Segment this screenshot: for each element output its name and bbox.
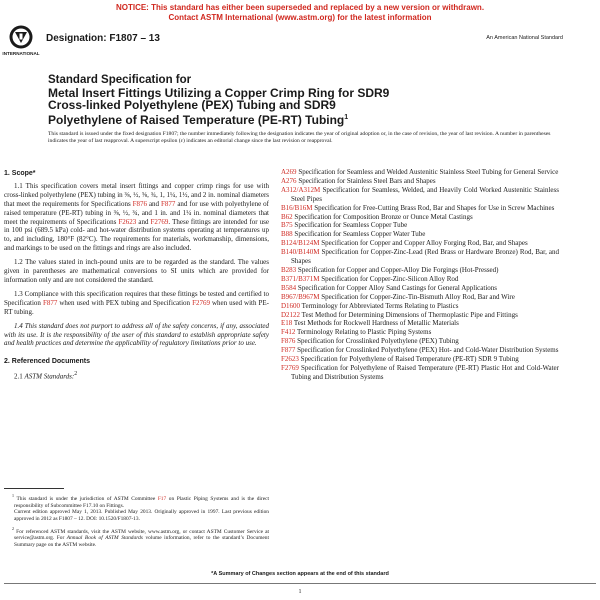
notice-line-1: NOTICE: This standard has either been superseded and replaced by a new version or withdrawn. [115,3,485,12]
reference-item [281,293,559,302]
reference-item [281,319,559,328]
reference-item [281,346,559,355]
reference-item [281,311,559,320]
reference-title: Specification for Seamless, Welded, and Heavily Cold Worked Austenitic Stainless Steel Pipes [291,185,559,203]
page-number: 1 [298,589,302,595]
reference-code-link[interactable]: B16/B16M [281,203,313,212]
reference-item [281,302,559,311]
reference-title: Specification for Seamless Copper Tube [292,221,408,230]
ref-link-f877[interactable]: F877 [42,298,58,307]
reference-item [281,168,559,177]
logo-text: INTERNATIONAL [2,51,40,56]
footnote-1: $^1$ This standard is under the jurisdiction of ASTM Committee F17 on Plastic Piping Systems and is the direct responsibility of Subcommittee F17.10 on Fittings. Current edition approved May 1, 2013. Published May 2013. Originally approved in 1997. Last previous edition approved in 2012 as F1807 – 12. DOI: 10.1520/F1807-13. [12,493,269,522]
ref-link-f876[interactable]: F876 [132,199,148,208]
reference-code-link[interactable]: B88 [281,230,293,239]
reference-title: Specification for Copper and Copper-Alloy Die Forgings (Hot-Pressed) [296,265,499,274]
reference-code-link[interactable]: B62 [281,212,293,221]
reference-title: Specification for Polyethylene of Raised Temperature (PE-RT) Plastic Hot and Cold-Water Tubing and Distribution Systems [291,363,559,381]
reference-item [281,355,559,364]
notice-banner [0,3,600,22]
reference-title: Specification for Copper Alloy Sand Castings for General Applications [296,283,497,292]
reference-code-link[interactable]: B140/B140M [281,248,320,257]
reference-code-link[interactable]: B124/B124M [281,239,320,248]
astm-logo-icon [2,24,40,58]
reference-title: Specification for Polyethylene of Raised Temperature (PE-RT) SDR 9 Tubing [298,355,519,364]
scope-heading: 1. Scope* [4,170,36,177]
notice-line-2: Contact ASTM International (www.astm.org) for the latest information [168,12,432,22]
reference-code-link[interactable]: F2623 [281,355,299,364]
reference-code-link[interactable]: E18 [281,319,293,328]
title-line-1: Standard Specification for [48,74,192,86]
reference-title: Specification for Copper-Zinc-Silicon Alloy Rod [319,274,459,283]
reference-item [281,364,559,382]
references-list [281,168,559,382]
title-line-4: Polyethylene of Raised Temperature (PE-RT) Tubing$^1$ [48,112,349,127]
reference-item [281,266,559,275]
document-title [48,74,528,126]
reference-item [281,221,559,230]
referenced-documents-heading: 2. Referenced Documents [4,358,90,366]
ref-link-f17[interactable]: F17 [157,495,167,502]
title-footnote-mark: 1 [344,113,349,121]
reference-code-link[interactable]: F877 [281,346,296,355]
footnotes [4,488,269,552]
reference-code-link[interactable]: A276 [281,176,297,185]
reference-title: Specification for Crosslinked Polyethylene (PEX) Tubing [295,337,459,346]
reference-item [281,239,559,248]
reference-item [281,213,559,222]
reference-code-link[interactable]: B283 [281,265,297,274]
footer-divider [4,583,596,584]
left-column [4,170,269,381]
reference-item [281,248,559,266]
reference-item [281,177,559,186]
reference-code-link[interactable]: B967/B967M [281,292,320,301]
reference-title: Specification for Composition Bronze or Ounce Metal Castings [292,212,473,221]
reference-title: Terminology for Abbreviated Terms Relating to Plastics [300,301,459,310]
astm-standards-subheading: 2.1 ASTM Standards:$^2$ [14,371,78,381]
title-line-2: Metal Insert Fittings Utilizing a Copper Crimp Ring for SDR9 [48,85,390,100]
reference-title: Specification for Seamless and Welded Austenitic Stainless Steel Tubing for General Service [296,168,559,176]
reference-item [281,275,559,284]
reference-code-link[interactable]: B75 [281,221,293,230]
ref-link-f2769[interactable]: F2769 [150,217,169,226]
reference-item [281,230,559,239]
reference-code-link[interactable]: A312/A312M [281,185,321,194]
reference-title: Specification for Stainless Steel Bars and Shapes [296,176,436,185]
reference-title: Specification for Copper-Zinc-Lead (Red Brass or Hardware Bronze) Rod, Bar, and Shapes [291,248,559,266]
reference-code-link[interactable]: B371/B371M [281,274,320,283]
ref-link-f2623[interactable]: F2623 [118,217,137,226]
reference-item [281,328,559,337]
ref-link-f877[interactable]: F877 [160,199,176,208]
reference-code-link[interactable]: A269 [281,168,297,176]
reference-code-link[interactable]: F876 [281,337,296,346]
footnote-2: $^2$ For referenced ASTM standards, visit the ASTM website, www.astm.org, or contact ASTM Customer Service at service@astm.org. For Annual Book of ASTM Standards volume information, refer to the standard’s Document Summary page on the ASTM website. [12,525,269,548]
reference-code-link[interactable]: D2122 [281,310,301,319]
scope-paragraph-1-1: 1.1 This specification covers metal insert fittings and copper crimp rings for use with cross-linked polyethylene (PEX) tubing in ⅜, ½, ⅝, ¾, 1, 1¼, 1½, and 2 in. nominal diameters that meet the requirements for Specifications F876 and F877 and for use with polyethylene of raised temperature (PE-RT) tubing in ⅜, ½, ¾, and 1 in. and 1¼ in. nominal diameters that meet the requirements of Specifications F2623 and F2769. These fittings are intended for use in 100 psi (689.5 kPa) cold- and hot-water distribution systems operating at temperatures up to, and including, 180°F (82°C). The requirements for materials, workmanship, dimensions, and markings to be used on the fittings and rings are also included. [4,181,270,253]
reference-code-link[interactable]: F2769 [281,363,299,372]
reference-item [281,284,559,293]
reference-title: Specification for Seamless Copper Water Tube [292,230,426,239]
reference-code-link[interactable]: B584 [281,283,297,292]
reference-title: Specification for Copper-Zinc-Tin-Bismuth Alloy Rod, Bar and Wire [319,292,515,301]
reference-title: Test Methods for Rockwell Hardness of Metallic Materials [292,319,459,328]
summary-of-changes-note: *A Summary of Changes section appears at the end of this standard [211,571,389,577]
scope-paragraph-1-3: 1.3 Compliance with this specification requires that these fittings be tested and certified to Specification F877 when used with PEX tubing and Specification F2769 when used with PE-RT tubing. [4,289,269,316]
standard-issuance-note: This standard is issued under the fixed designation F1807; the number immediately following the designation indicates the year of original adoption or, in the case of revision, the year of last revision. A number in parentheses indicates the year of last reapproval. A superscript epsilon (ε) indicates an editorial change since the last revision or reapproval. [48,131,551,144]
reference-item [281,204,559,213]
reference-title: Specification for Free-Cutting Brass Rod, Bar and Shapes for Use in Screw Machines [312,203,555,212]
reference-item [281,186,559,204]
reference-code-link[interactable]: D1600 [281,301,301,310]
american-national-standard-label: An American National Standard [486,35,563,41]
ref-link-f2769[interactable]: F2769 [192,298,210,307]
reference-title: Specification for Crosslinked Polyethylene (PEX) Hot- and Cold-Water Distribution Systems [295,346,559,355]
designation: Designation: F1807 – 13 [46,33,160,44]
reference-title: Terminology Relating to Plastic Piping Systems [295,328,432,337]
title-line-3: Cross-linked Polyethylene (PEX) Tubing and SDR9 [48,98,336,112]
scope-paragraph-1-2: 1.2 The values stated in inch-pound units are to be regarded as the standard. The values given in parentheses are mathematical conversions to SI units which are provided for information only and are not considered the standard. [4,258,269,284]
scope-paragraph-1-4: 1.4 This standard does not purport to address all of the safety concerns, if any, associated with its use. It is the responsibility of the user of this standard to establish appropriate safety and health practices and determine the applicability of regulatory limitations prior to use. [4,321,269,348]
reference-code-link[interactable]: F412 [281,328,296,337]
reference-title: Test Method for Determining Dimensions of Thermoplastic Pipe and Fittings [300,310,518,319]
reference-item [281,337,559,346]
reference-title: Specification for Copper and Copper Alloy Forging Rod, Bar, and Shapes [319,239,528,248]
footnote-divider [4,488,64,489]
